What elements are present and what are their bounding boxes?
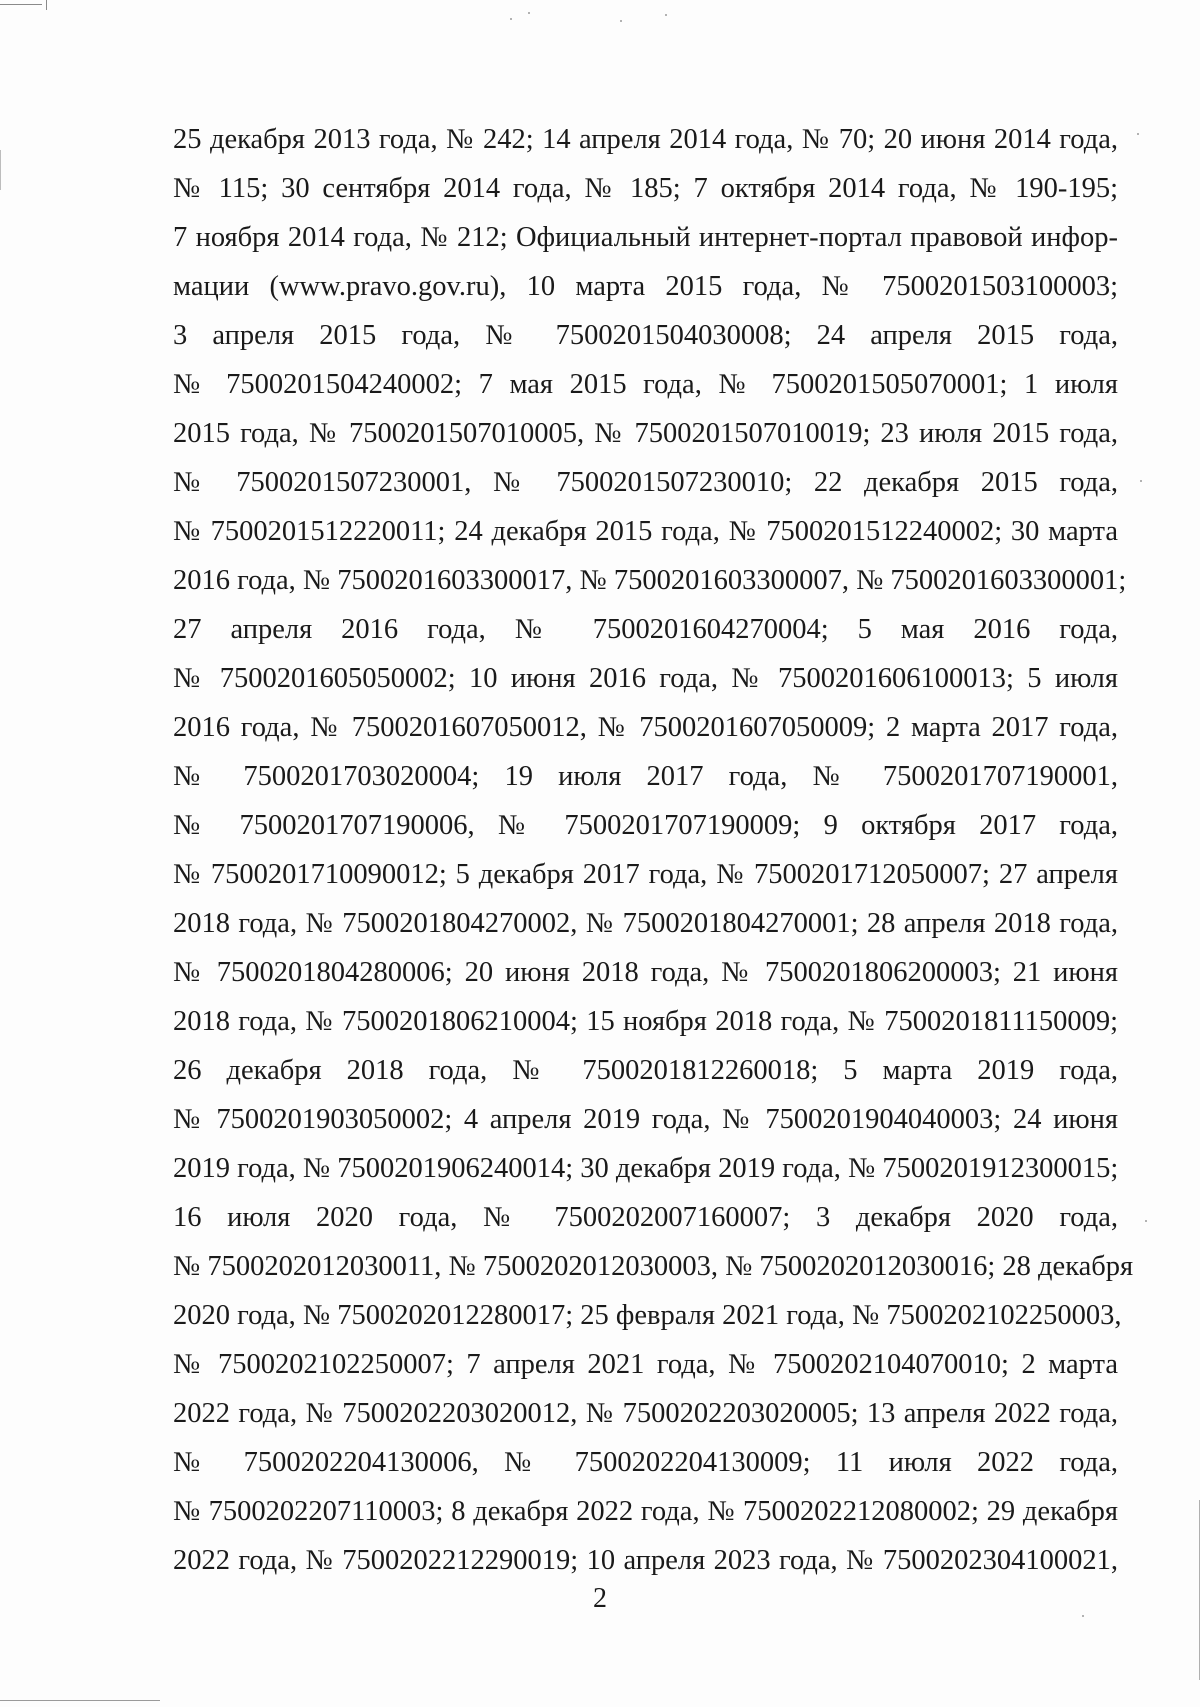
- text-line: 25 декабря 2013 года, № 242; 14 апреля 2014 года, № 70; 20 июня 2014 года,: [173, 124, 1118, 155]
- scan-speck: [1137, 133, 1139, 135]
- scan-speck: [1082, 1615, 1084, 1617]
- text-line: 2022 года, № 7500202212290019; 10 апреля 2023 года, № 7500202304100021,: [173, 1545, 1118, 1576]
- text-line: № 7500201903050002; 4 апреля 2019 года, № 7500201904040003; 24 июня: [173, 1104, 1118, 1135]
- document-body: [173, 115, 1134, 1585]
- text-line: 27 апреля 2016 года, № 7500201604270004; 5 мая 2016 года,: [173, 614, 1118, 645]
- text-line: № 7500202204130006, № 7500202204130009; 11 июля 2022 года,: [173, 1447, 1118, 1478]
- text-line: № 7500202012030011, № 7500202012030003, № 7500202012030016; 28 декабря: [173, 1251, 1134, 1282]
- scan-speck: [1145, 1220, 1147, 1222]
- text-line: № 7500201512220011; 24 декабря 2015 года, № 7500201512240002; 30 марта: [173, 516, 1118, 547]
- text-line: № 7500202207110003; 8 декабря 2022 года, № 7500202212080002; 29 декабря: [173, 1496, 1118, 1527]
- text-line: 7 ноября 2014 года, № 212; Официальный интернет-портал правовой инфор-: [173, 222, 1118, 253]
- scan-edge-mark: [0, 1700, 160, 1701]
- page-number: 2: [593, 1583, 607, 1614]
- scan-speck: [665, 14, 667, 16]
- text-line: 2018 года, № 7500201804270002, № 7500201804270001; 28 апреля 2018 года,: [173, 908, 1118, 939]
- text-line: 16 июля 2020 года, № 7500202007160007; 3 декабря 2020 года,: [173, 1202, 1118, 1233]
- text-line: № 7500201507230001, № 7500201507230010; 22 декабря 2015 года,: [173, 467, 1118, 498]
- scan-speck: [620, 20, 622, 22]
- scan-edge-mark: [0, 4, 42, 5]
- text-line: 2018 года, № 7500201806210004; 15 ноября 2018 года, № 7500201811150009;: [173, 1006, 1118, 1037]
- text-line: № 115; 30 сентября 2014 года, № 185; 7 октября 2014 года, № 190-195;: [173, 173, 1118, 204]
- scan-edge-mark: [46, 0, 47, 10]
- scan-speck: [528, 12, 530, 14]
- scan-speck: [510, 18, 512, 20]
- text-line: 2019 года, № 7500201906240014; 30 декабря 2019 года, № 7500201912300015;: [173, 1153, 1119, 1184]
- text-line: 2020 года, № 7500202012280017; 25 февраля 2021 года, № 7500202102250003,: [173, 1300, 1122, 1331]
- text-line: мации (www.pravo.gov.ru), 10 марта 2015 года, № 7500201503100003;: [173, 271, 1118, 302]
- text-line: № 7500201605050002; 10 июня 2016 года, № 7500201606100013; 5 июля: [173, 663, 1118, 694]
- text-line: 2015 года, № 7500201507010005, № 7500201507010019; 23 июля 2015 года,: [173, 418, 1118, 449]
- text-line: 2016 года, № 7500201607050012, № 7500201607050009; 2 марта 2017 года,: [173, 712, 1118, 743]
- text-line: № 7500201804280006; 20 июня 2018 года, № 7500201806200003; 21 июня: [173, 957, 1118, 988]
- text-line: 2022 года, № 7500202203020012, № 7500202203020005; 13 апреля 2022 года,: [173, 1398, 1118, 1429]
- text-line: 2016 года, № 7500201603300017, № 7500201603300007, № 7500201603300001;: [173, 565, 1127, 596]
- text-line: № 7500201703020004; 19 июля 2017 года, № 7500201707190001,: [173, 761, 1118, 792]
- text-line: № 7500201710090012; 5 декабря 2017 года, № 7500201712050007; 27 апреля: [173, 859, 1118, 890]
- text-line: № 7500201504240002; 7 мая 2015 года, № 7500201505070001; 1 июля: [173, 369, 1118, 400]
- text-line: № 7500202102250007; 7 апреля 2021 года, № 7500202104070010; 2 марта: [173, 1349, 1118, 1380]
- text-line: 26 декабря 2018 года, № 7500201812260018; 5 марта 2019 года,: [173, 1055, 1118, 1086]
- text-line: 3 апреля 2015 года, № 7500201504030008; 24 апреля 2015 года,: [173, 320, 1118, 351]
- scan-edge-mark: [0, 150, 1, 190]
- scan-speck: [1140, 480, 1142, 482]
- text-line: № 7500201707190006, № 7500201707190009; 9 октября 2017 года,: [173, 810, 1118, 841]
